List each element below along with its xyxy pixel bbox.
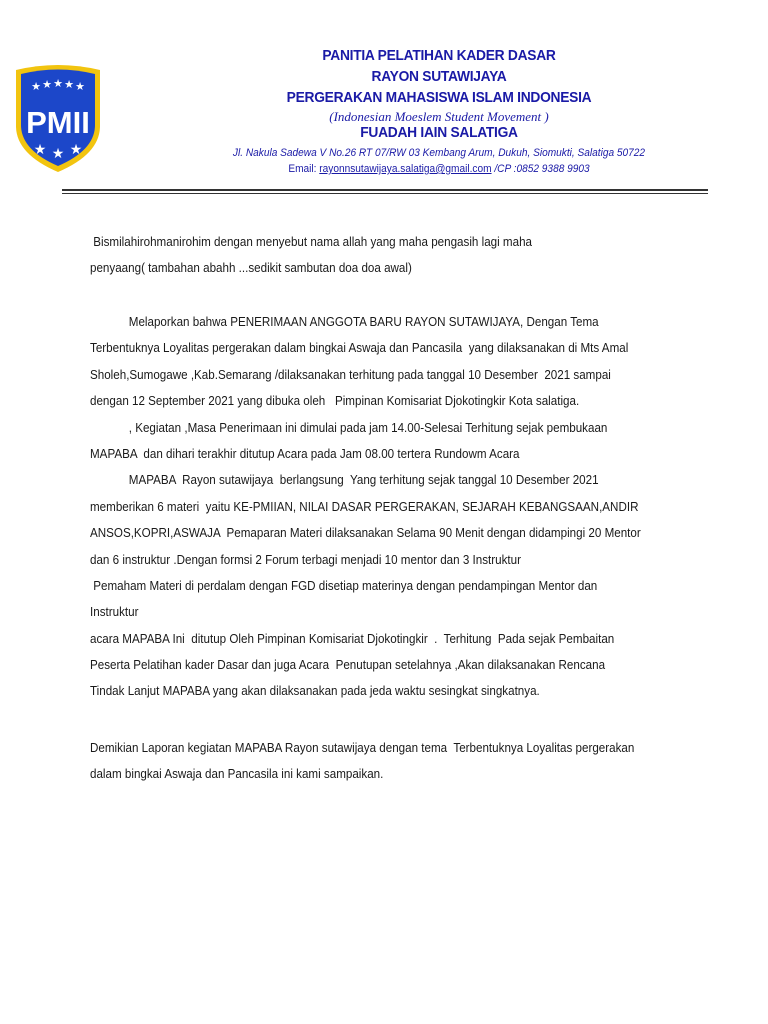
header-address: Jl. Nakula Sadewa V No.26 RT 07/RW 03 Kembang Arum, Dukuh, Siomukti, Salatiga 50722: [232, 147, 646, 159]
header-line-2: RAYON SUTAWIJAYA: [371, 68, 507, 85]
star-icon: ★: [69, 142, 83, 158]
text-line: MAPABA dan dihari terakhir ditutup Acara pada Jam 08.00 tertera Rundowm Acara: [90, 446, 520, 461]
text-line: , Kegiatan ,Masa Penerimaan ini dimulai pada jam 14.00-Selesai Terhitung sejak pembukaan: [90, 420, 608, 435]
paragraph-opening: [90, 229, 648, 282]
star-icon: ★: [42, 78, 52, 91]
text-line: Bismilahirohmanirohim dengan menyebut nama allah yang maha pengasih lagi maha: [90, 235, 533, 249]
text-line: MAPABA Rayon sutawijaya berlangsung Yang terhitung sejak tanggal 10 Desember 2021: [90, 473, 599, 488]
text-line: Terbentuknya Loyalitas pergerakan dalam bingkai Aswaja dan Pancasila yang dilaksanakan di Mts Amal: [90, 341, 629, 356]
header-line-3: PERGERAKAN MAHASISWA ISLAM INDONESIA: [286, 89, 592, 106]
text-line: Melaporkan bahwa PENERIMAAN ANGGOTA BARU RAYON SUTAWIJAYA, Dengan Tema: [90, 315, 599, 329]
text-line: ANSOS,KOPRI,ASWAJA Pemaparan Materi dilaksanakan Selama 90 Menit dengan didampingi 20 Mentor: [90, 526, 641, 541]
paragraph-closing: [90, 735, 648, 788]
text-line: dan 6 instruktur .Dengan formsi 2 Forum terbagi menjadi 10 mentor dan 3 Instruktur: [90, 552, 521, 567]
text-line: Demikian Laporan kegiatan MAPABA Rayon sutawijaya dengan tema Terbentuknya Loyalitas pergerakan: [90, 741, 635, 755]
text-line: Peserta Pelatihan kader Dasar dan juga Acara Penutupan setelahnya ,Akan dilaksanakan Rencana: [90, 658, 606, 673]
email-link[interactable]: rayonnsutawijaya.salatiga@gmail.com: [319, 163, 492, 175]
star-icon: ★: [51, 146, 65, 162]
text-line: Instruktur: [90, 605, 139, 620]
pmii-logo: [10, 62, 106, 174]
text-line: penyaang( tambahan abahh ...sedikit sambutan doa doa awal): [90, 261, 412, 276]
contact-phone: /CP :0852 9388 9903: [491, 163, 590, 175]
header-subtitle: (Indonesian Moeslem Student Movement ): [329, 109, 549, 124]
header-contact: [136, 163, 741, 175]
text-line: dalam bingkai Aswaja dan Pancasila ini kami sampaikan.: [90, 767, 384, 782]
header-divider: [62, 189, 708, 191]
header-line-5: FUADAH IAIN SALATIGA: [360, 124, 518, 141]
text-line: Sholeh,Sumogawe ,Kab.Semarang /dilaksanakan terhitung pada tanggal 10 Desember 2021 sampai: [90, 367, 611, 382]
text-line: Tindak Lanjut MAPABA yang akan dilaksanakan pada jeda waktu sesingkat singkatnya.: [90, 684, 540, 699]
text-line: dengan 12 September 2021 yang dibuka oleh Pimpinan Komisariat Djokotingkir Kota salatiga.: [90, 394, 580, 409]
star-icon: ★: [64, 78, 74, 91]
email-label: Email:: [288, 163, 320, 175]
header-line-1: PANITIA PELATIHAN KADER DASAR: [322, 47, 556, 64]
text-line: acara MAPABA Ini ditutup Oleh Pimpinan Komisariat Djokotingkir . Terhitung Pada sejak Pembaitan: [90, 631, 615, 646]
text-line: memberikan 6 materi yaitu KE-PMIIAN, NILAI DASAR PERGERAKAN, SEJARAH KEBANGSAAN,ANDIR: [90, 499, 639, 514]
paragraph-report: [90, 309, 648, 705]
star-icon: ★: [53, 77, 63, 90]
logo-text: PMII: [26, 105, 90, 140]
star-icon: ★: [75, 80, 85, 93]
text-line: Pemaham Materi di perdalam dengan FGD disetiap materinya dengan pendampingan Mentor dan: [90, 578, 598, 593]
header-divider-thin: [62, 193, 708, 194]
star-icon: ★: [33, 142, 47, 158]
star-icon: ★: [31, 80, 41, 93]
